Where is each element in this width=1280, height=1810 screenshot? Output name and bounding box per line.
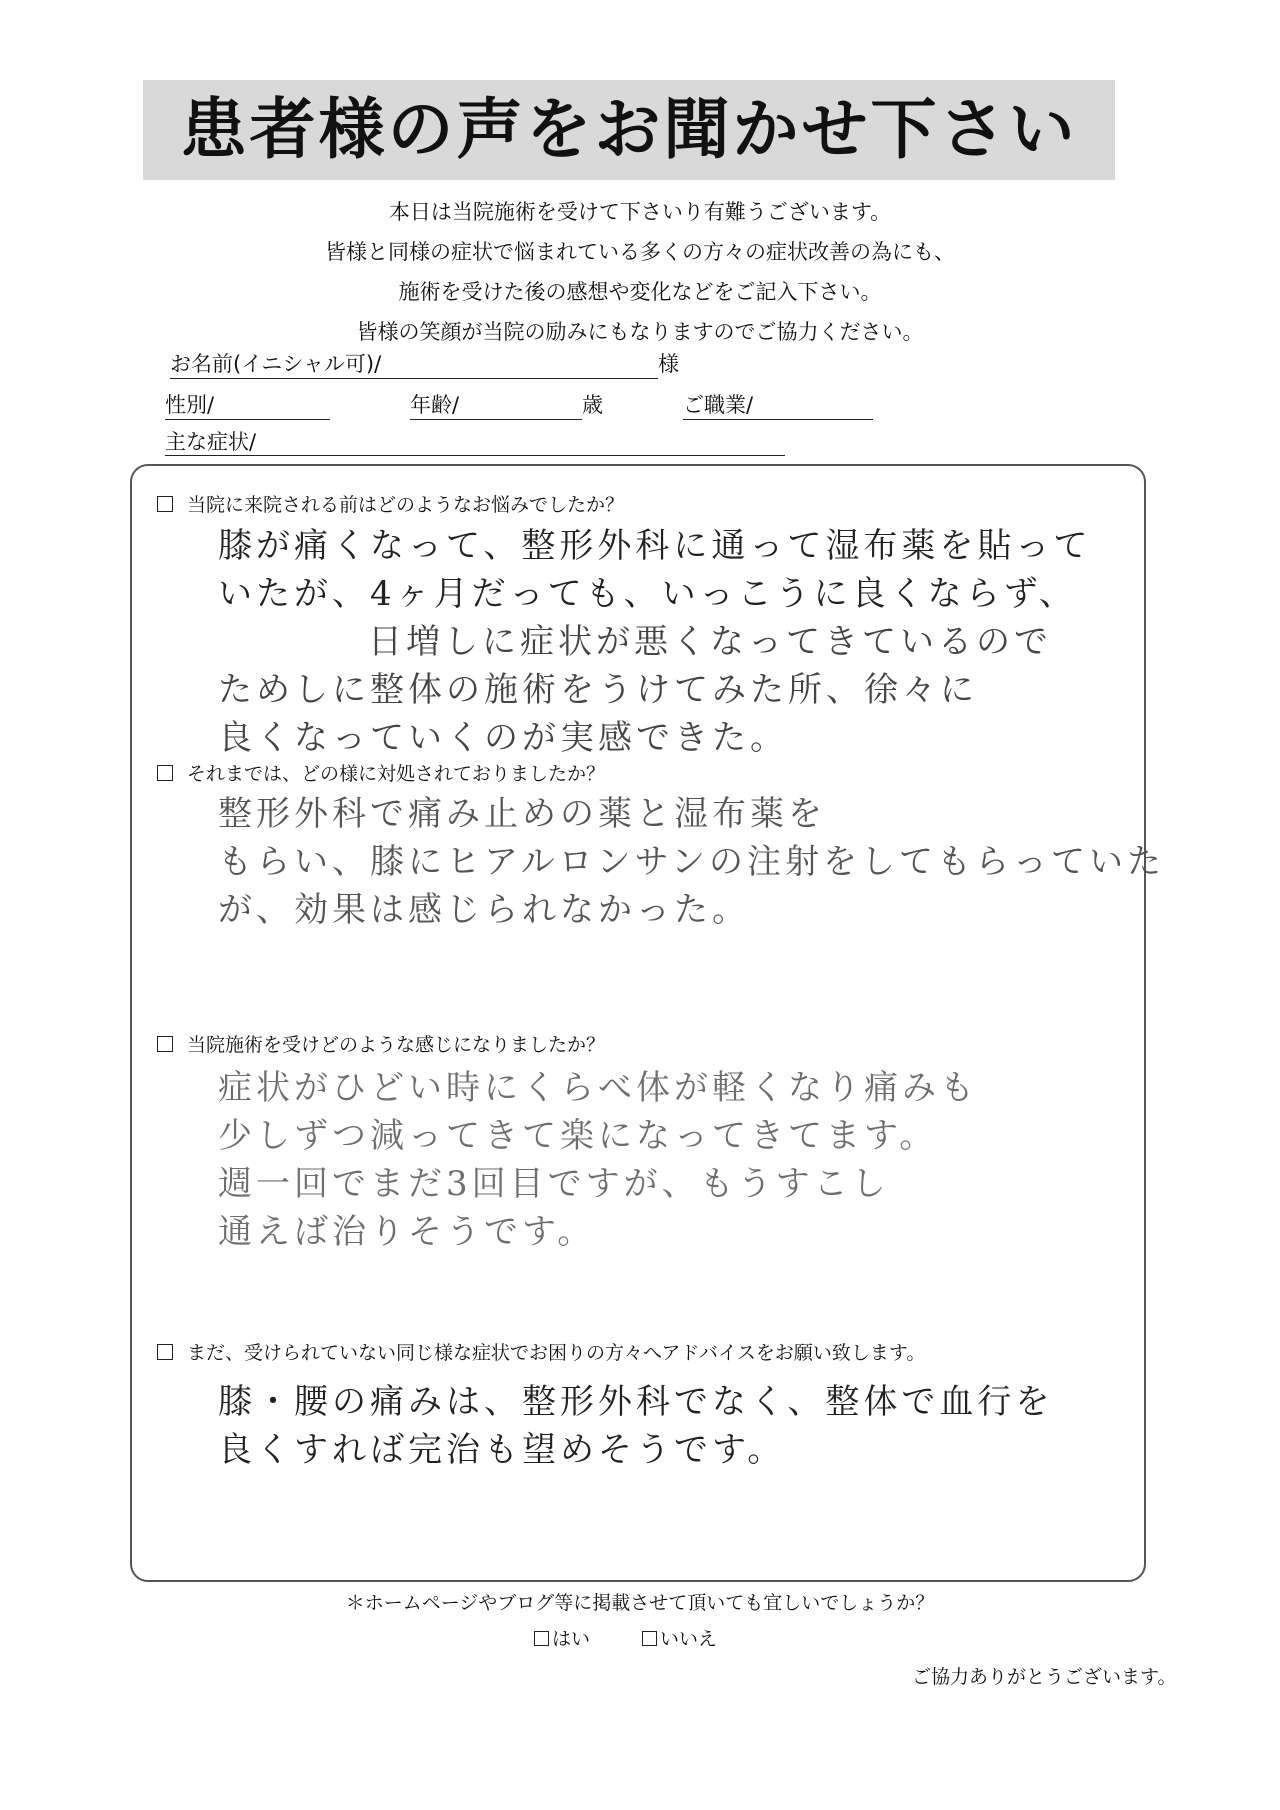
answer-line: が、効果は感じられなかった。 (218, 890, 750, 930)
no-checkbox[interactable] (642, 1631, 657, 1646)
name-label: お名前(イニシャル可)/ (170, 352, 382, 376)
answer-line: 良くすれば完治も望めそうです。 (218, 1430, 786, 1470)
gender-field[interactable] (165, 419, 330, 420)
answer-line: 膝・腰の痛みは、整形外科でなく、整体で血行を (218, 1382, 1054, 1422)
question-2 (157, 761, 605, 787)
question-label: 当院施術を受けどのような感じになりましたか？ (187, 1034, 606, 1056)
occupation-label: ご職業/ (683, 393, 754, 417)
answer-line: 症状がひどい時にくらべ体が軽くなり痛みも (218, 1068, 978, 1108)
question-3 (157, 1032, 605, 1058)
gender-label: 性別/ (165, 393, 215, 417)
answer-line: 通えば治りそうです。 (218, 1212, 596, 1252)
question-checkbox[interactable] (157, 1344, 173, 1360)
name-field[interactable] (170, 378, 658, 379)
question-4 (157, 1340, 925, 1366)
answer-line: 少しずつ減ってきて楽になってきてます。 (218, 1116, 938, 1156)
answer-3 (218, 1064, 978, 1256)
intro-line: 皆様と同様の症状で悩まれている多くの方々の症状改善の為にも、 (325, 240, 955, 264)
thanks-text: ご協力ありがとうございます。 (912, 1666, 1177, 1688)
answer-line: ためしに整体の施術をうけてみた所、徐々に (218, 670, 978, 710)
question-checkbox[interactable] (157, 1036, 173, 1052)
age-label: 年齢/ (410, 393, 460, 417)
age-suffix: 歳 (582, 393, 603, 417)
symptom-field[interactable] (165, 455, 785, 456)
consent-question: ＊ホームページやブログ等に掲載させて頂いても宜しいでしょうか？ (345, 1592, 935, 1614)
intro-line: 施術を受けた後の感想や変化などをご記入下さい。 (398, 280, 882, 304)
page-title: 患者様の声をお聞かせ下さい (180, 91, 1078, 168)
question-1 (157, 492, 624, 518)
answer-line: 日増しに症状が悪くなってきているので (368, 622, 1052, 662)
yes-checkbox[interactable] (534, 1631, 549, 1646)
question-checkbox[interactable] (157, 496, 173, 512)
answer-4 (218, 1378, 1053, 1474)
no-label: いいえ (660, 1628, 718, 1650)
answer-1 (218, 522, 1091, 762)
intro-line: 皆様の笑顔が当院の励みにもなりますのでご協力ください。 (356, 320, 924, 344)
answer-line: 膝が痛くなって、整形外科に通って湿布薬を貼って (218, 526, 1092, 566)
answer-line: 整形外科で痛み止めの薬と湿布薬を (218, 794, 826, 834)
question-label: それまでは、どの様に対処されておりましたか？ (187, 763, 606, 785)
symptom-label: 主な症状/ (165, 430, 257, 454)
occupation-field[interactable] (683, 419, 873, 420)
intro-line: 本日は当院施術を受けて下さいり有難うございます。 (388, 200, 892, 224)
age-field[interactable] (410, 419, 582, 420)
name-suffix: 様 (658, 352, 679, 376)
answer-line: いたが、4ヶ月だっても、いっこうに良くならず、 (218, 574, 1077, 614)
yes-label: はい (552, 1628, 591, 1650)
question-label: まだ、受けられていない同じ様な症状でお困りの方々へアドバイスをお願い致します。 (187, 1342, 926, 1364)
question-checkbox[interactable] (157, 765, 173, 781)
question-label: 当院に来院される前はどのようなお悩みでしたか？ (187, 494, 625, 516)
intro-text (140, 192, 1140, 352)
answer-line: 週一回でまだ3回目ですが、もうすこし (218, 1164, 890, 1204)
answer-2 (218, 790, 1165, 934)
consent-yes-option[interactable] (534, 1626, 590, 1652)
consent-no-option[interactable] (642, 1626, 717, 1652)
answer-line: 良くなっていくのが実感できた。 (218, 718, 788, 758)
answer-line: もらい、膝にヒアルロンサンの注射をしてもらっていた (218, 842, 1165, 882)
